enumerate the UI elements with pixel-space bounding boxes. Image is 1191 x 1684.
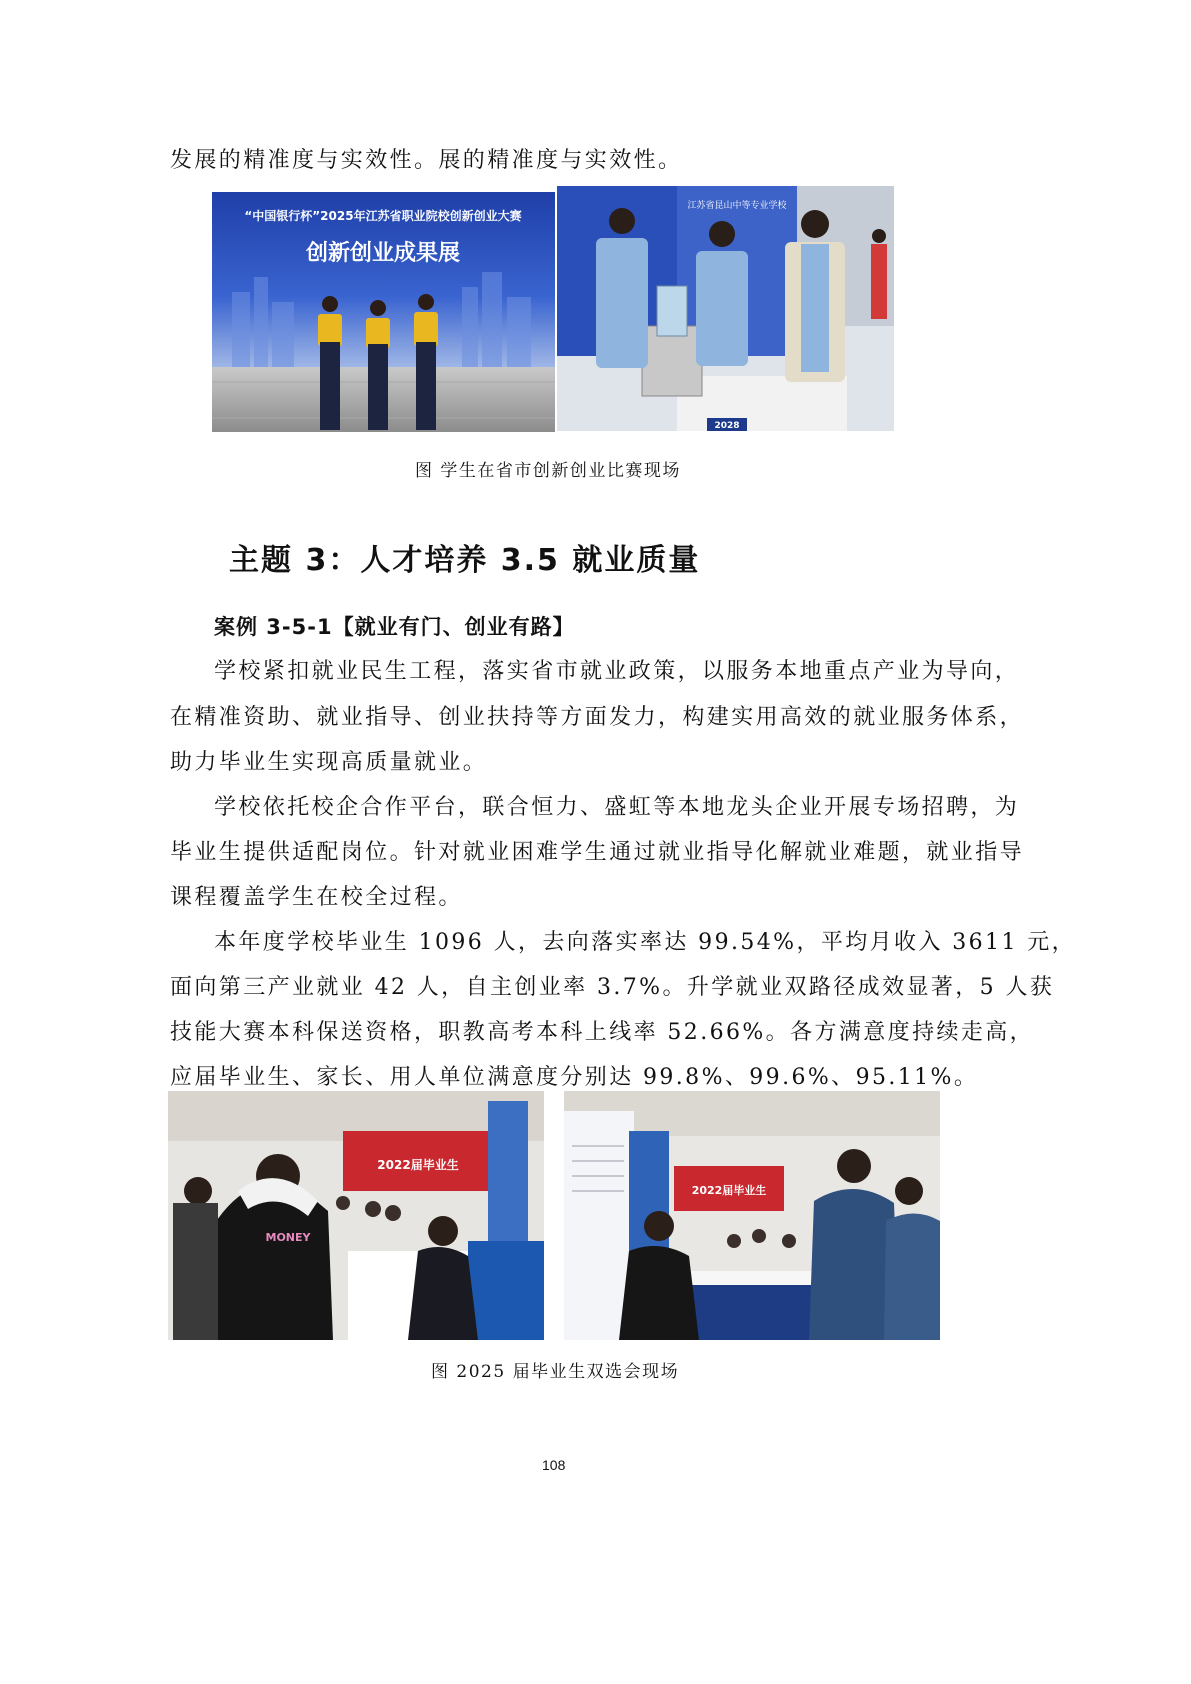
page-number: 108 xyxy=(542,1457,566,1473)
photo-project-display xyxy=(557,186,894,431)
photo-innovation-exhibition xyxy=(212,192,555,432)
paragraph-3-line-3: 技能大赛本科保送资格，职教高考本科上线率 52.66%。各方满意度持续走高， xyxy=(170,1020,1035,1045)
fair-banner: 2022届毕业生 xyxy=(377,1158,459,1172)
jacket-text: MONEY xyxy=(265,1231,311,1244)
board-title: 江苏省昆山中等专业学校 xyxy=(687,201,787,211)
paragraph-3-line-4: 应届毕业生、家长、用人单位满意度分别达 99.8%、99.6%、95.11%。 xyxy=(170,1065,979,1090)
paragraph-3-line-1: 本年度学校毕业生 1096 人，去向落实率达 99.54%，平均月收入 3611 元， xyxy=(214,930,1077,955)
paragraph-2-line-2: 毕业生提供适配岗位。针对就业困难学生通过就业指导化解就业难题，就业指导 xyxy=(170,840,1025,865)
banner-line-2: 创新创业成果展 xyxy=(305,241,461,266)
figure-caption-2: 图 2025 届毕业生双选会现场 xyxy=(431,1362,680,1382)
paragraph-1-line-1: 学校紧扣就业民生工程，落实省市就业政策，以服务本地重点产业为导向， xyxy=(214,659,1020,684)
case-title: 案例 3-5-1【就业有门、创业有路】 xyxy=(214,615,575,639)
section-heading: 主题 3：人才培养 3.5 就业质量 xyxy=(229,543,701,578)
fair-banner: 2022届毕业生 xyxy=(691,1184,767,1197)
paragraph-1-line-3: 助力毕业生实现高质量就业。 xyxy=(170,750,488,775)
figure-caption-1: 图 学生在省市创新创业比赛现场 xyxy=(415,461,681,481)
top-text-line: 发展的精准度与实效性。展的精准度与实效性。 xyxy=(170,148,683,173)
plate-number: 2028 xyxy=(714,421,740,431)
banner-line-1: “中国银行杯”2025年江苏省职业院校创新创业大赛 xyxy=(244,209,522,223)
paragraph-1-line-2: 在精准资助、就业指导、创业扶持等方面发力，构建实用高效的就业服务体系， xyxy=(170,705,1025,730)
paragraph-3-line-2: 面向第三产业就业 42 人，自主创业率 3.7%。升学就业双路径成效显著，5 人获 xyxy=(170,975,1055,1000)
photo-job-fair-left xyxy=(168,1091,544,1340)
students-group xyxy=(318,294,438,430)
photo-job-fair-right xyxy=(564,1091,940,1340)
paragraph-2-line-3: 课程覆盖学生在校全过程。 xyxy=(170,885,463,910)
paragraph-2-line-1: 学校依托校企合作平台，联合恒力、盛虹等本地龙头企业开展专场招聘，为 xyxy=(214,795,1020,820)
